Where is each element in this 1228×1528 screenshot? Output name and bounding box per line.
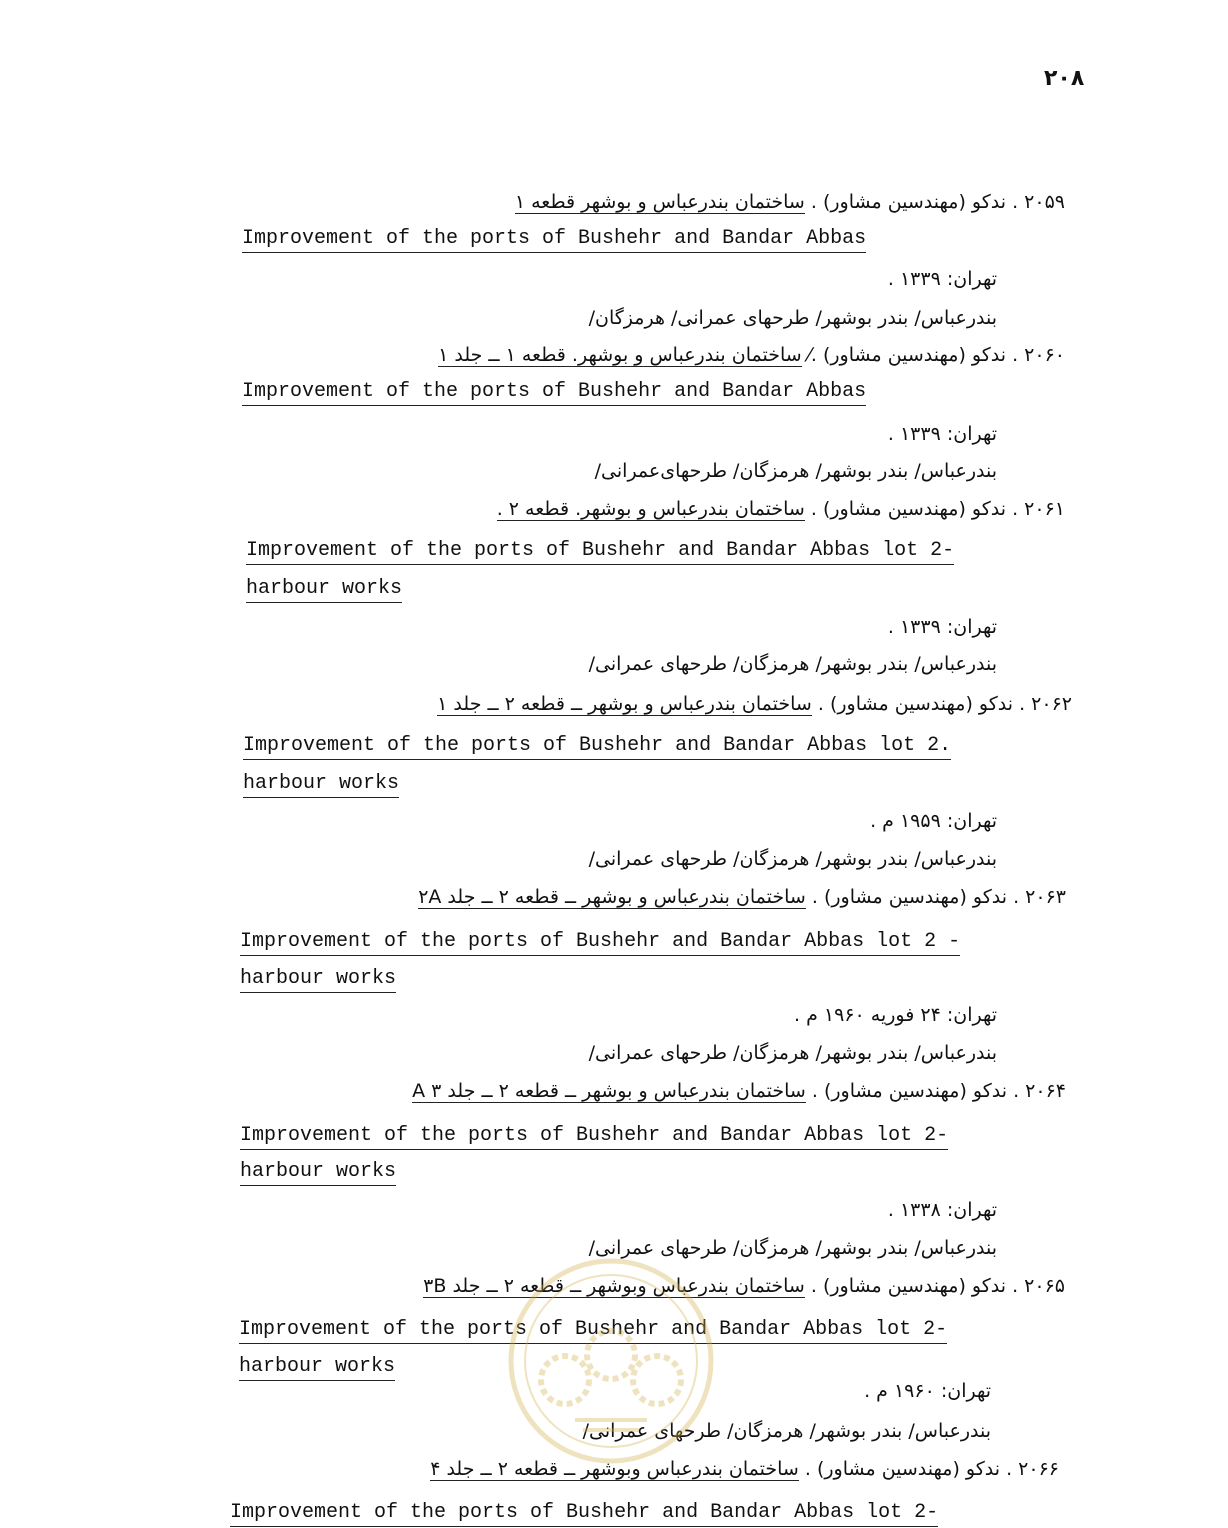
entry-heading	[412, 1078, 1066, 1104]
entry-english-title: Improvement of the ports of Bushehr and Bandar Abbas lot 2-	[246, 538, 954, 565]
entry-title: ساختمان بندرعباس و بوشهر ــ قطعه ۲ ــ جلد ۱	[437, 693, 812, 715]
entry-heading	[418, 884, 1066, 910]
entry-imprint: تهران: ۱۳۳۹ .	[887, 268, 997, 290]
entry-english-title: Improvement of the ports of Bushehr and Bandar Abbas	[242, 226, 866, 253]
entry-author: ندکو (مهندسین مشاور) .⁄	[807, 344, 1007, 366]
entry-author: ندکو (مهندسین مشاور) .	[817, 693, 1014, 715]
entry-number: ۲۰۶۳ .	[1013, 886, 1066, 908]
entry-english-title-continued: harbour works	[240, 1159, 396, 1186]
entry-author: ندکو (مهندسین مشاور) .	[811, 886, 1008, 908]
entry-english-title: Improvement of the ports of Bushehr and Bandar Abbas lot 2-	[240, 1123, 948, 1150]
entry-number: ۲۰۶۲ .	[1019, 693, 1072, 715]
entry-title: ساختمان بندرعباس و بوشهر قطعه ۱	[514, 191, 805, 213]
entry-english-title-continued: harbour works	[239, 1354, 395, 1381]
entry-imprint: تهران: ۱۳۳۸ .	[887, 1199, 997, 1221]
entry-author: ندکو (مهندسین مشاور) .	[810, 498, 1007, 520]
entry-title: ساختمان بندرعباس وبوشهر ــ قطعه ۲ ــ جلد ۳B	[423, 1275, 805, 1297]
entry-title: ساختمان بندرعباس و بوشهر ــ قطعه ۲ ــ جلد A ۳	[412, 1080, 806, 1102]
entry-heading	[497, 496, 1065, 522]
entry-heading	[423, 1273, 1065, 1299]
entry-english-title-continued: harbour works	[246, 576, 402, 603]
entry-number: ۲۰۶۴ .	[1013, 1080, 1066, 1102]
entry-number: ۲۰۵۹ .	[1012, 191, 1065, 213]
entry-title: ساختمان بندرعباس و بوشهر ــ قطعه ۲ ــ جلد ۲A	[418, 886, 806, 908]
entry-number: ۲۰۶۰ .	[1012, 344, 1065, 366]
entry-subjects: بندرعباس/ بندر بوشهر/ هرمزگان/ طرحهای عمرانی/	[582, 1420, 991, 1442]
entry-imprint: تهران: ۲۴ فوریه ۱۹۶۰ م .	[794, 1004, 997, 1026]
entry-title: ساختمان بندرعباس و بوشهر. قطعه ۲ .	[496, 498, 805, 520]
entry-subjects: بندرعباس/ بندر بوشهر/ هرمزگان/ طرحهای عمرانی/	[588, 1042, 997, 1064]
entry-imprint: تهران: ۱۳۳۹ .	[887, 616, 997, 638]
entry-title: ساختمان بندرعباس و بوشهر. قطعه ۱ ــ جلد ۱	[438, 344, 802, 366]
entry-heading	[515, 189, 1065, 215]
entry-imprint: تهران: ۱۳۳۹ .	[887, 423, 997, 445]
entry-imprint: تهران: ۱۹۶۰ م .	[864, 1380, 991, 1402]
entry-english-title: Improvement of the ports of Bushehr and Bandar Abbas	[242, 379, 866, 406]
entry-english-title: Improvement of the ports of Bushehr and Bandar Abbas lot 2 -	[240, 929, 960, 956]
entry-subjects: بندرعباس/ بندر بوشهر/ هرمزگان/ طرحهای عمرانی/	[588, 653, 997, 675]
entry-english-title: Improvement of the ports of Bushehr and Bandar Abbas lot 2.	[243, 733, 951, 760]
entry-number: ۲۰۶۱ .	[1012, 498, 1065, 520]
entry-author: ندکو (مهندسین مشاور) .	[810, 191, 1007, 213]
entry-title: ساختمان بندرعباس وبوشهر ــ قطعه ۲ ــ جلد ۴	[430, 1458, 799, 1480]
entry-english-title-continued: harbour works	[240, 966, 396, 993]
entry-author: ندکو (مهندسین مشاور) .	[810, 1275, 1007, 1297]
entry-author: ندکو (مهندسین مشاور) .	[804, 1458, 1001, 1480]
entry-english-title-continued: harbour works	[243, 771, 399, 798]
entry-author: ندکو (مهندسین مشاور) .	[811, 1080, 1008, 1102]
entry-heading	[438, 342, 1065, 368]
entry-subjects: بندرعباس/ بندر بوشهر/ هرمزگان/ طرحهای عمرانی/	[588, 848, 997, 870]
entry-imprint: تهران: ۱۹۵۹ م .	[870, 810, 997, 832]
entry-number: ۲۰۶۵ .	[1012, 1275, 1065, 1297]
entry-heading	[437, 691, 1072, 717]
entry-heading	[430, 1456, 1059, 1482]
entry-english-title: Improvement of the ports of Bushehr and Bandar Abbas lot 2-	[230, 1500, 938, 1527]
page-number: ۲۰۸	[1044, 66, 1085, 91]
entry-number: ۲۰۶۶ .	[1006, 1458, 1059, 1480]
entry-subjects: بندرعباس/ بندر بوشهر/ هرمزگان/ طرحهای عمرانی/	[588, 1237, 997, 1259]
entry-english-title: Improvement of the ports of Bushehr and Bandar Abbas lot 2-	[239, 1317, 947, 1344]
entry-subjects: بندرعباس/ بندر بوشهر/ طرحهای عمرانی/ هرمزگان/	[588, 307, 997, 329]
entry-subjects: بندرعباس/ بندر بوشهر/ هرمزگان/ طرحهای‌عمرانی/	[594, 460, 997, 482]
